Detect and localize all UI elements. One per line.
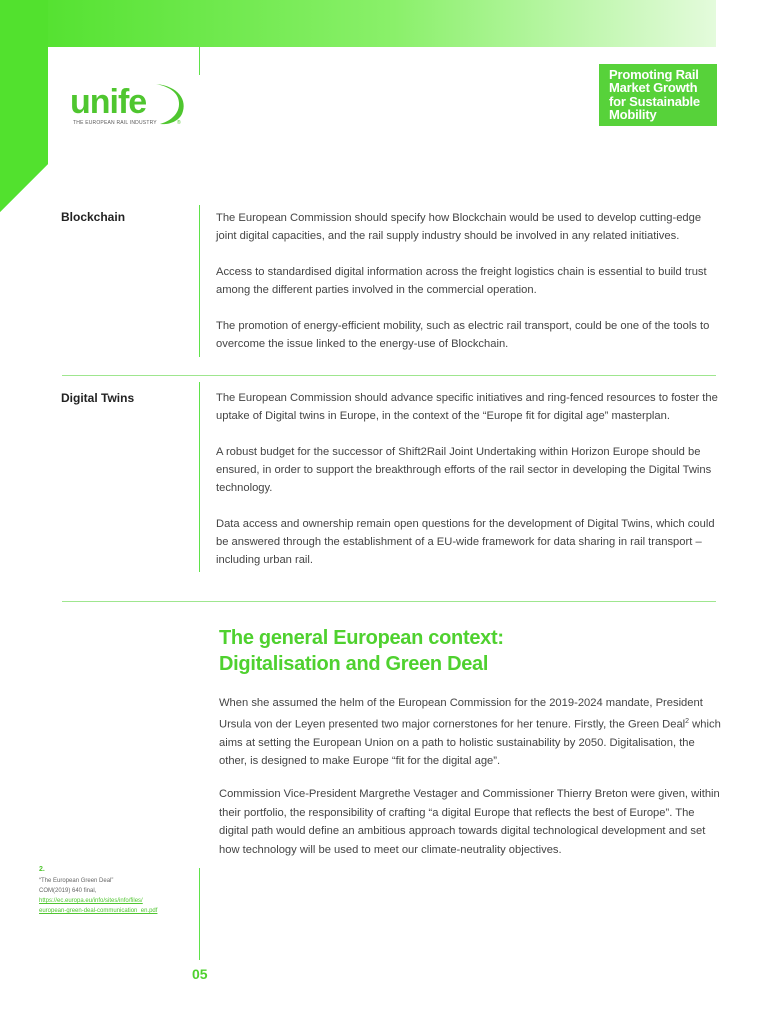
- divider-vertical-blockchain: [199, 205, 200, 357]
- paragraph: The promotion of energy-efficient mobility, such as electric rail transport, could be one of the tools to overcome the issue linked to the energy-use of Blockchain.: [216, 320, 710, 350]
- footnote-reference[interactable]: 2: [685, 717, 690, 725]
- registered-mark-icon: ®: [177, 120, 181, 126]
- badge-line: for Sustainable: [609, 93, 700, 109]
- paragraph-text: which aims at setting the European Union on a path to holistic sustainability by 2050. Digitalisation, the other, is designed to make Europe “fit for the digital age”.: [219, 718, 721, 768]
- context-paragraph-1: [219, 694, 721, 771]
- logo-subtitle: THE EUROPEAN RAIL INDUSTRY: [73, 120, 157, 126]
- footnote-link[interactable]: european-green-deal-communication_en.pdf: [39, 908, 158, 914]
- footnote-link[interactable]: https://ec.europa.eu/info/sites/info/files/: [39, 898, 143, 904]
- heading-line: The general European context:: [219, 627, 504, 649]
- section-body-blockchain: [216, 209, 718, 353]
- footnote: [39, 876, 189, 916]
- context-paragraph-2: Commission Vice-President Margrethe Vestager and Commissioner Thierry Breton were given, within their portfolio, the responsibility of crafting “a digital Europe that reflects the best of Europe”. The digital path would define an ambitious approach towards digital technological development and set how technology will be used to meet our climate-neutrality objectives.: [219, 788, 720, 856]
- paragraph: A robust budget for the successor of Shift2Rail Joint Undertaking within Horizon Europe should be ensured, in order to support the breakthrough efforts of the rail sector in developing the Digital Twins technology.: [216, 446, 712, 494]
- logo-wordmark: unife: [70, 83, 147, 121]
- section-label-blockchain: Blockchain: [61, 210, 126, 224]
- section-divider: [62, 601, 716, 602]
- footnote-number: 2.: [39, 866, 45, 873]
- divider-vertical-digital-twins: [199, 382, 200, 572]
- paragraph-text: When she assumed the helm of the European Commission for the 2019-2024 mandate, President Ursula von der Leyen presented two major cornerstones for her tenure. Firstly, the Green Deal: [219, 697, 703, 731]
- unife-logo: [70, 82, 190, 132]
- divider-vertical-top: [199, 47, 200, 75]
- section-divider: [62, 375, 716, 376]
- badge-line: Mobility: [609, 107, 657, 123]
- paragraph: The European Commission should advance specific initiatives and ring-fenced resources to foster the uptake of Digital twins in Europe, in the context of the “Europe fit for digital age” masterplan.: [216, 392, 718, 422]
- page-number: 05: [192, 966, 208, 982]
- paragraph: Data access and ownership remain open questions for the development of Digital Twins, which could be answered through the establishment of a EU-wide framework for data sharing in rail transport – including urban rail.: [216, 518, 715, 566]
- section-label-digital-twins: Digital Twins: [61, 391, 135, 405]
- section-body-digital-twins: [216, 389, 718, 569]
- context-heading: [219, 625, 719, 677]
- paragraph: Access to standardised digital information across the freight logistics chain is essential to build trust among the different parties involved in the commercial operation.: [216, 266, 707, 296]
- heading-line: Digitalisation and Green Deal: [219, 653, 489, 675]
- badge-line: Market Growth: [609, 80, 698, 96]
- paragraph: The European Commission should specify how Blockchain would be used to develop cutting-edge joint digital capacities, and the rail supply industry should be involved in any related initiatives.: [216, 212, 702, 242]
- tagline-badge: [599, 64, 717, 126]
- divider-vertical-footnote: [199, 868, 200, 960]
- logo-swoosh-icon: [152, 80, 188, 126]
- footnote-title: “The European Green Deal”: [39, 878, 114, 884]
- badge-line: Promoting Rail: [609, 67, 699, 82]
- footnote-ref: COM(2019) 640 final,: [39, 888, 97, 894]
